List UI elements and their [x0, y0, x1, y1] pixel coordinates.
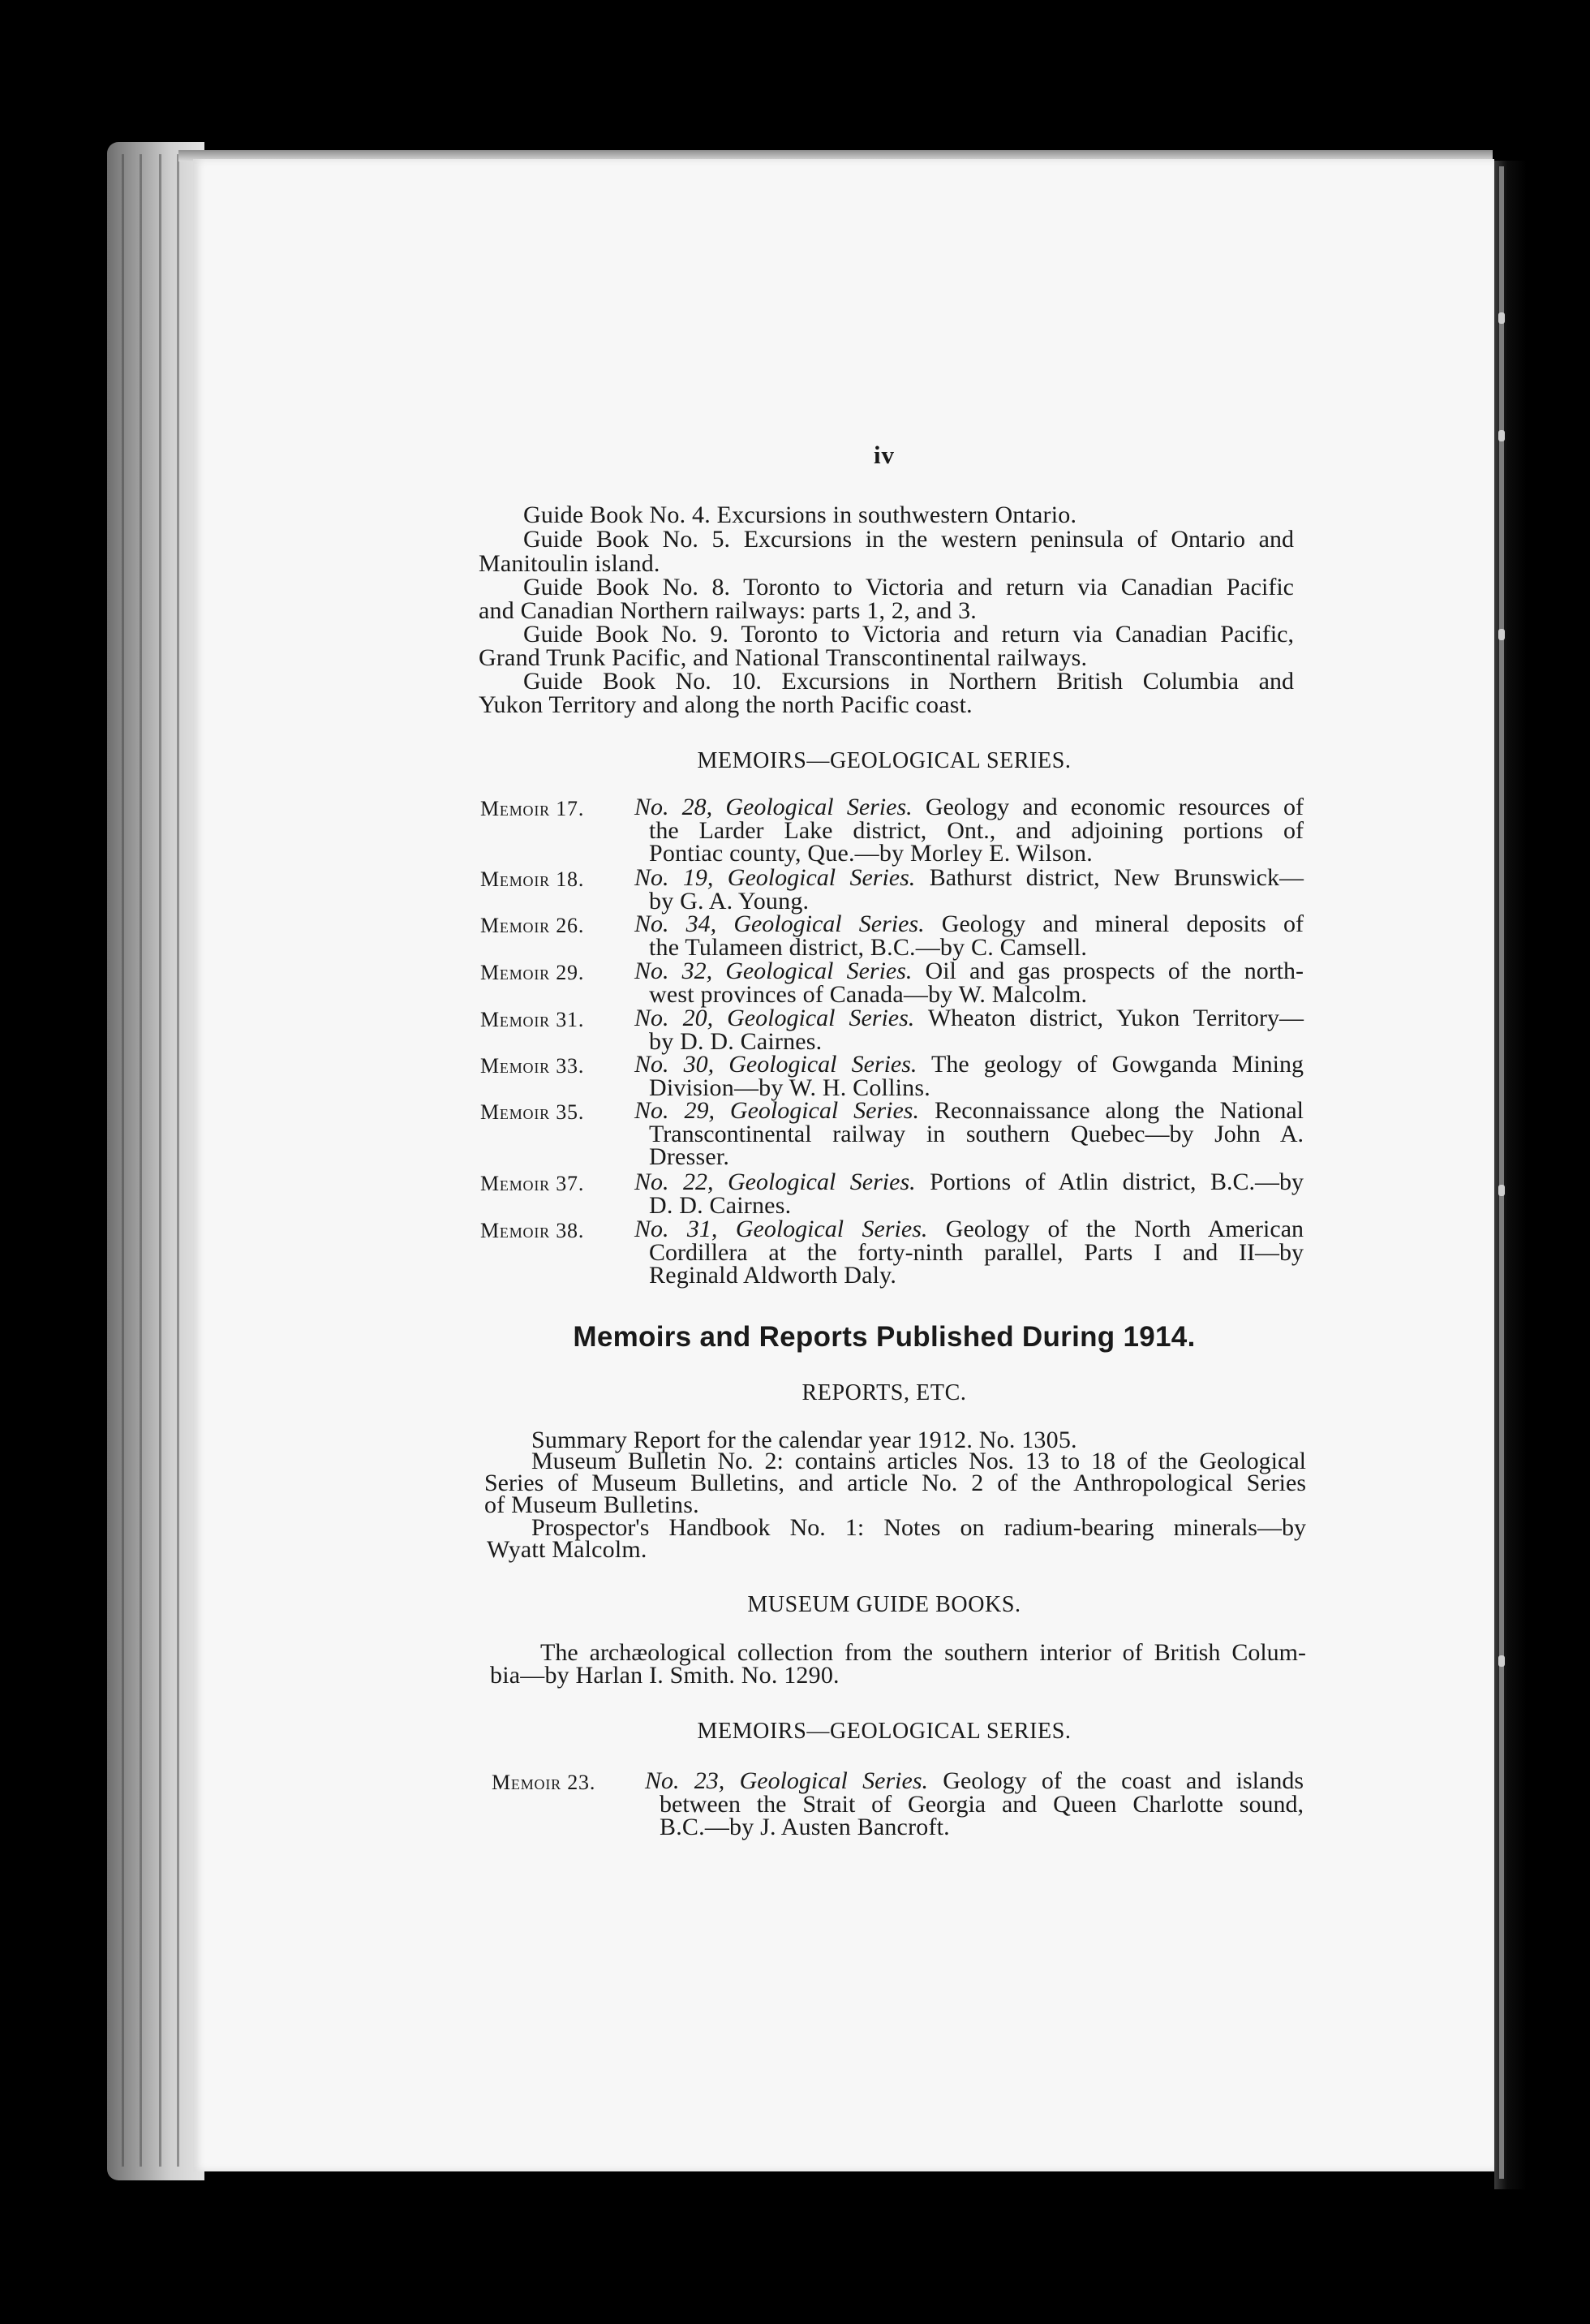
page-number: iv [873, 441, 896, 469]
memoir-text-line: Pontiac county, Que.—by Morley E. Wilson. [649, 840, 1093, 867]
memoir-number: Memoir 17. [480, 797, 585, 820]
memoir-text-line [634, 795, 1304, 820]
memoir-text-line [645, 1769, 1304, 1793]
guide-book-line: Yukon Territory and along the north Pacific coast. [479, 691, 973, 718]
memoir-series: No. 20, Geological Series. [634, 1005, 915, 1031]
binding-mark [1498, 1185, 1505, 1196]
page-edge-line [159, 154, 161, 2167]
facing-page-rule [1499, 166, 1504, 2179]
guide-book-line: Manitoulin island. [479, 550, 660, 577]
memoir-description: Geology of the coast and islands [943, 1767, 1304, 1794]
memoir-series: No. 28, Geological Series. [634, 794, 913, 820]
memoir-series: No. 19, Geological Series. [634, 864, 916, 891]
memoir-series: No. 23, Geological Series. [645, 1767, 928, 1794]
memoir-text-line: by G. A. Young. [649, 887, 810, 915]
memoir-number: Memoir 26. [480, 914, 585, 937]
memoir-series: No. 34, Geological Series. [634, 910, 925, 937]
memoir-description: Oil and gas prospects of the north- [925, 958, 1304, 984]
page-edge-line [140, 154, 142, 2167]
report-line: Summary Report for the calendar year 1912. No. 1305. [531, 1427, 1077, 1453]
guide-book-line: Guide Book No. 9. Toronto to Victoria and return via Canadian Pacific, [523, 621, 1294, 648]
guide-book-line: Guide Book No. 10. Excursions in Northern British Columbia and [523, 668, 1294, 695]
memoir-series: No. 22, Geological Series. [634, 1168, 916, 1195]
memoir-text-line [634, 959, 1304, 983]
memoir-text-line: the Tulameen district, B.C.—by C. Camsell. [649, 933, 1088, 961]
memoir-number: Memoir 37. [480, 1172, 585, 1195]
guide-book-line: Grand Trunk Pacific, and National Transcontinental railways. [479, 644, 1088, 671]
memoir-text-line: the Larder Lake district, Ont., and adjoining portions of [649, 816, 1304, 844]
report-line: Prospector's Handbook No. 1: Notes on radium-bearing minerals—by [531, 1514, 1306, 1541]
binding-mark [1498, 312, 1505, 324]
memoir-text-line: Transcontinental railway in southern Quebec—by John A. [649, 1120, 1304, 1147]
report-line: Series of Museum Bulletins, and article No. 2 of the Anthropological Series [484, 1470, 1306, 1496]
memoir-text-line: Dresser. [649, 1143, 730, 1170]
memoir-text-line [634, 1052, 1304, 1077]
binding-mark [1498, 1655, 1505, 1667]
memoir-text-line [634, 866, 1304, 890]
memoir-description: Bathurst district, New Brunswick— [929, 864, 1304, 891]
memoir-text-line [634, 912, 1304, 936]
guide-book-line: Guide Book No. 5. Excursions in the western peninsula of Ontario and [523, 526, 1294, 553]
guide-book-line: and Canadian Northern railways: parts 1, 2, and 3. [479, 597, 977, 624]
memoir-description: Geology and economic resources of [925, 794, 1304, 820]
memoir-number: Memoir 23. [492, 1771, 596, 1794]
memoir-description: Reconnaissance along the National [934, 1097, 1304, 1124]
museum-line: The archæological collection from the southern interior of British Colum- [540, 1639, 1306, 1666]
memoir-description: Wheaton district, Yukon Territory— [927, 1005, 1304, 1031]
binding-mark [1498, 430, 1505, 441]
report-line: Wyatt Malcolm. [487, 1536, 647, 1563]
memoir-text-line: B.C.—by J. Austen Bancroft. [660, 1814, 950, 1840]
memoir-number: Memoir 38. [480, 1219, 585, 1242]
page-edge-line [177, 154, 179, 2167]
museum-line: bia—by Harlan I. Smith. No. 1290. [490, 1662, 840, 1689]
memoir-description: Geology and mineral deposits of [941, 910, 1304, 937]
section-heading-reports: REPORTS, ETC. [801, 1380, 967, 1405]
memoir-number: Memoir 18. [480, 867, 585, 891]
memoir-text-line [634, 1099, 1304, 1123]
memoir-description: Geology of the North American [945, 1216, 1304, 1242]
memoir-number: Memoir 31. [480, 1008, 585, 1031]
section-heading-memoirs: MEMOIRS—GEOLOGICAL SERIES. [697, 748, 1072, 773]
memoir-text-line [634, 1217, 1304, 1242]
memoir-text-line [634, 1170, 1304, 1194]
memoir-number: Memoir 29. [480, 961, 585, 984]
memoir-number: Memoir 35. [480, 1100, 585, 1124]
report-line: Museum Bulletin No. 2: contains articles Nos. 13 to 18 of the Geological [531, 1448, 1306, 1474]
memoir-text-line: Reginald Aldworth Daly. [649, 1262, 897, 1289]
memoir-text-line: by D. D. Cairnes. [649, 1027, 823, 1055]
memoir-text-line [634, 1006, 1304, 1031]
memoir-description: Portions of Atlin district, B.C.—by [930, 1168, 1304, 1195]
memoir-number: Memoir 33. [480, 1054, 585, 1078]
memoir-series: No. 30, Geological Series. [634, 1051, 917, 1078]
binding-mark [1498, 629, 1505, 640]
section-heading-museum: MUSEUM GUIDE BOOKS. [747, 1592, 1021, 1617]
report-line: of Museum Bulletins. [484, 1491, 699, 1518]
memoir-description: The geology of Gowganda Mining [931, 1051, 1304, 1078]
section-heading-memoirs-1914: MEMOIRS—GEOLOGICAL SERIES. [697, 1719, 1072, 1744]
memoir-text-line: Cordillera at the forty-ninth parallel, Parts I and II—by [649, 1238, 1304, 1266]
memoir-series: No. 32, Geological Series. [634, 958, 913, 984]
memoir-text-line: west provinces of Canada—by W. Malcolm. [649, 980, 1088, 1008]
page-edge-line [122, 154, 124, 2167]
memoir-series: No. 31, Geological Series. [634, 1216, 928, 1242]
memoir-text-line: D. D. Cairnes. [649, 1191, 792, 1219]
memoir-text-line: between the Strait of Georgia and Queen Charlotte sound, [660, 1790, 1304, 1818]
guide-book-line: Guide Book No. 8. Toronto to Victoria and return via Canadian Pacific [523, 574, 1294, 600]
main-heading: Memoirs and Reports Published During 1914. [573, 1321, 1196, 1353]
memoir-text-line: Division—by W. H. Collins. [649, 1074, 930, 1101]
guide-book-line: Guide Book No. 4. Excursions in southwestern Ontario. [523, 501, 1077, 528]
memoir-series: No. 29, Geological Series. [634, 1097, 919, 1124]
